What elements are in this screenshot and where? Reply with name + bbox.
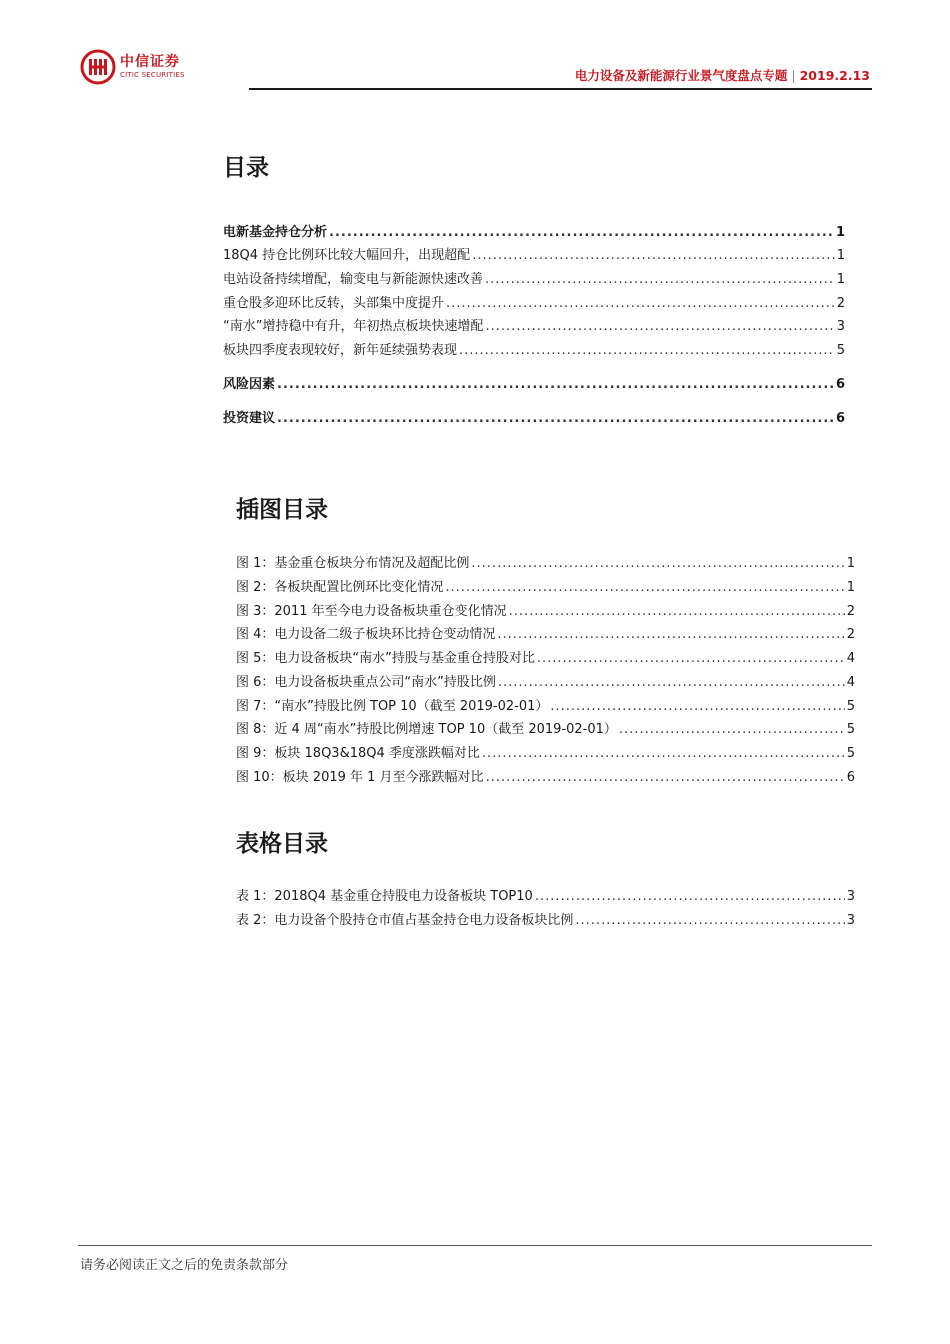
figure-entry[interactable]: 图 9：板块 18Q3&18Q4 季度涨跌幅对比 ..... 5 (236, 745, 855, 763)
company-logo (80, 49, 185, 85)
toc-entry[interactable]: “南水”增持稳中有升，年初热点板块快速增配 ..... 3 (223, 318, 845, 336)
figure-entry[interactable]: 图 2：各板块配置比例环比变化情况 ..... 1 (236, 579, 855, 597)
header-divider (249, 88, 872, 90)
figure-entry[interactable]: 图 10：板块 2019 年 1 月至今涨跌幅对比 ..... 6 (236, 769, 855, 787)
toc-entry[interactable]: 电新基金持仓分析 ..... 1 (223, 224, 845, 242)
report-header (575, 66, 870, 84)
toc-entry[interactable]: 18Q4 持仓比例环比较大幅回升，出现超配 ..... 1 (223, 247, 845, 265)
toc-entry[interactable]: 电站设备持续增配，输变电与新能源快速改善 ..... 1 (223, 271, 845, 289)
figures-toc-title: 插图目录 (236, 497, 328, 523)
figure-entry[interactable]: 图 8：近 4 周“南水”持股比例增速 TOP 10（截至 2019-02-01） ..... 5 (236, 721, 855, 739)
header-separator: | (791, 68, 796, 83)
figure-entry[interactable]: 图 7：“南水”持股比例 TOP 10（截至 2019-02-01） ..... 5 (236, 698, 855, 716)
figure-entry[interactable]: 图 3：2011 年至今电力设备板块重仓变化情况 ..... 2 (236, 603, 855, 621)
citic-logo-icon (80, 49, 116, 85)
tables-toc-title: 表格目录 (236, 831, 328, 857)
toc-entry[interactable]: 板块四季度表现较好，新年延续强势表现 ..... 5 (223, 342, 845, 360)
disclaimer-note: 请务必阅读正文之后的免责条款部分 (80, 1258, 289, 1273)
figure-entry[interactable]: 图 4：电力设备二级子板块环比持仓变动情况 ..... 2 (236, 626, 855, 644)
figure-entry[interactable]: 图 5：电力设备板块“南水”持股与基金重仓持股对比 ..... 4 (236, 650, 855, 668)
logo-chinese-name: 中信证券 (120, 54, 180, 70)
footer-divider (78, 1245, 872, 1246)
logo-english-name: CITIC SECURITIES (120, 71, 185, 79)
toc-title: 目录 (223, 155, 269, 181)
toc-entry[interactable]: 重仓股多迎环比反转，头部集中度提升 ..... 2 (223, 295, 845, 313)
toc-entry[interactable]: 风险因素 ..... 6 (223, 376, 845, 394)
table-entry[interactable]: 表 2：电力设备个股持仓市值占基金持仓电力设备板块比例 ..... 3 (236, 912, 855, 930)
figure-entry[interactable]: 图 6：电力设备板块重点公司“南水”持股比例 ..... 4 (236, 674, 855, 692)
report-date: 2019.2.13 (799, 68, 870, 83)
report-title: 电力设备及新能源行业景气度盘点专题 (574, 68, 788, 83)
figure-entry[interactable]: 图 1：基金重仓板块分布情况及超配比例 ..... 1 (236, 555, 855, 573)
toc-entry[interactable]: 投资建议 ..... 6 (223, 410, 845, 428)
table-entry[interactable]: 表 1：2018Q4 基金重仓持股电力设备板块 TOP10 ..... 3 (236, 888, 855, 906)
